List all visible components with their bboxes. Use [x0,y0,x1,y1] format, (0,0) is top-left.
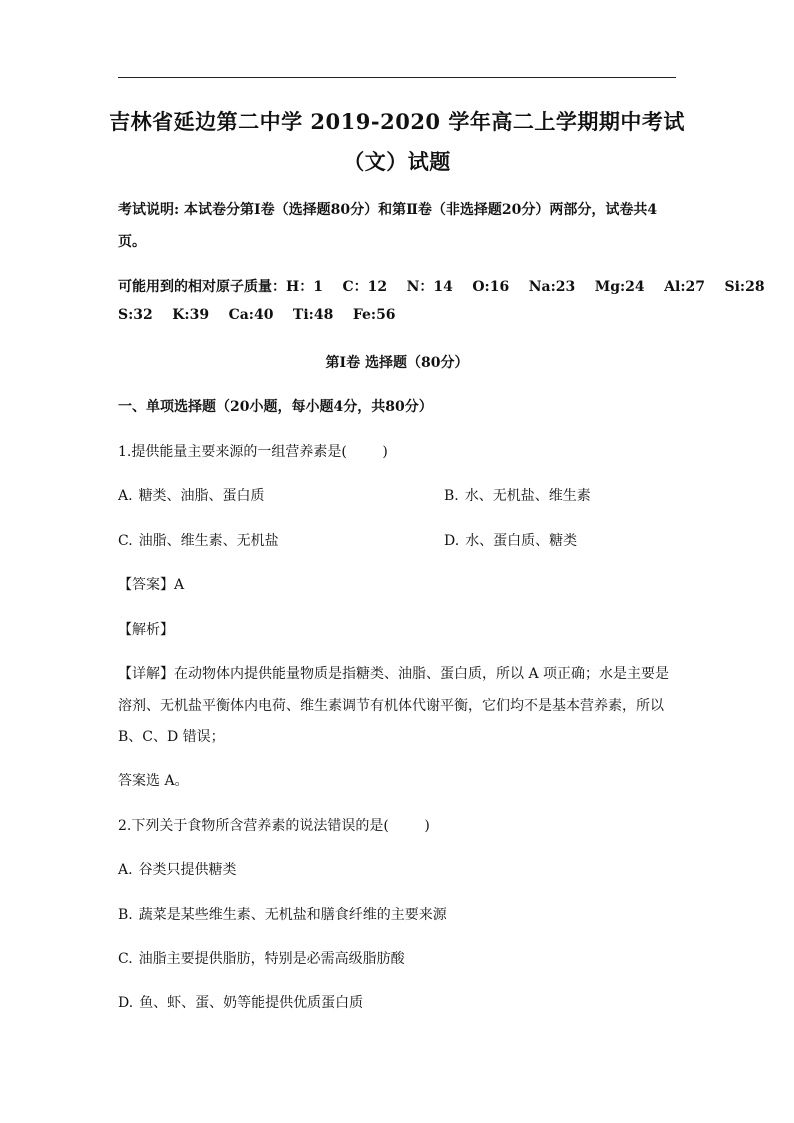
part-title: 第Ⅰ卷 选择题（80分） [325,355,469,371]
exam-instructions: 考试说明: 本试卷分第Ⅰ卷（选择题80分）和第Ⅱ卷（非选择题20分）两部分，试卷共4 [118,202,658,218]
option-label: C. [118,951,133,967]
question-1-detail: 【详解】在动物体内提供能量物质是指糖类、油脂、蛋白质，所以 A 项正确；水是主要是 [118,666,670,682]
question-2-stem: 2.下列关于食物所含营养素的说法错误的是( ) [118,818,430,834]
question-2-option-c [118,948,405,968]
question-1-detail-end: B、C、D 错误； [118,729,225,745]
question-1-answer: 【答案】A [118,577,185,593]
atomic-masses-cont: S:32 K:39 Ca:40 Ti:48 Fe:56 [118,307,396,323]
option-label: B. [444,488,459,504]
page-title: 吉林省延边第二中学 2019-2020 学年高二上学期期中考试 [109,109,685,134]
option-label: B. [118,907,133,923]
question-2-option-a [118,859,237,879]
question-1-option-b [444,485,591,505]
question-1-option-c [118,530,279,550]
question-1-analysis-title: 【解析】 [118,622,174,638]
option-text: 鱼、虾、蛋、奶等能提供优质蛋白质 [139,995,364,1011]
option-text: 水、蛋白质、糖类 [465,533,578,549]
atomic-masses: 可能用到的相对原子质量：H：1 C：12 N：14 O:16 Na:23 Mg:24 Al:27 Si:28 [118,279,765,295]
question-group-title: 一、单项选择题（20小题，每小题4分，共80分） [118,399,433,415]
question-1-stem: 1.提供能量主要来源的一组营养素是( ) [118,444,388,460]
option-label: D. [444,533,460,549]
page-subtitle: （文）试题 [343,149,451,174]
question-2-option-b [118,904,447,924]
option-label: A. [118,862,133,878]
option-text: 油脂主要提供脂肪，特别是必需高级脂肪酸 [138,951,405,967]
exam-instructions-cont: 页。 [118,234,146,250]
option-label: A. [118,488,133,504]
question-1-detail-cont: 溶剂、无机盐平衡体内电荷、维生素调节有机体代谢平衡，它们均不是基本营养素，所以 [118,698,664,714]
question-1-option-d [444,530,577,550]
header-rule [118,77,676,78]
option-label: C. [118,533,133,549]
option-text: 蔬菜是某些维生素、无机盐和膳食纤维的主要来源 [138,907,447,923]
question-1-conclusion: 答案选 A。 [118,773,189,789]
option-text: 油脂、维生素、无机盐 [138,533,279,549]
question-2-option-d [118,992,363,1012]
option-text: 水、无机盐、维生素 [464,488,591,504]
option-label: D. [118,995,134,1011]
option-text: 糖类、油脂、蛋白质 [138,488,265,504]
question-1-option-a [118,485,265,505]
option-text: 谷类只提供糖类 [138,862,237,878]
